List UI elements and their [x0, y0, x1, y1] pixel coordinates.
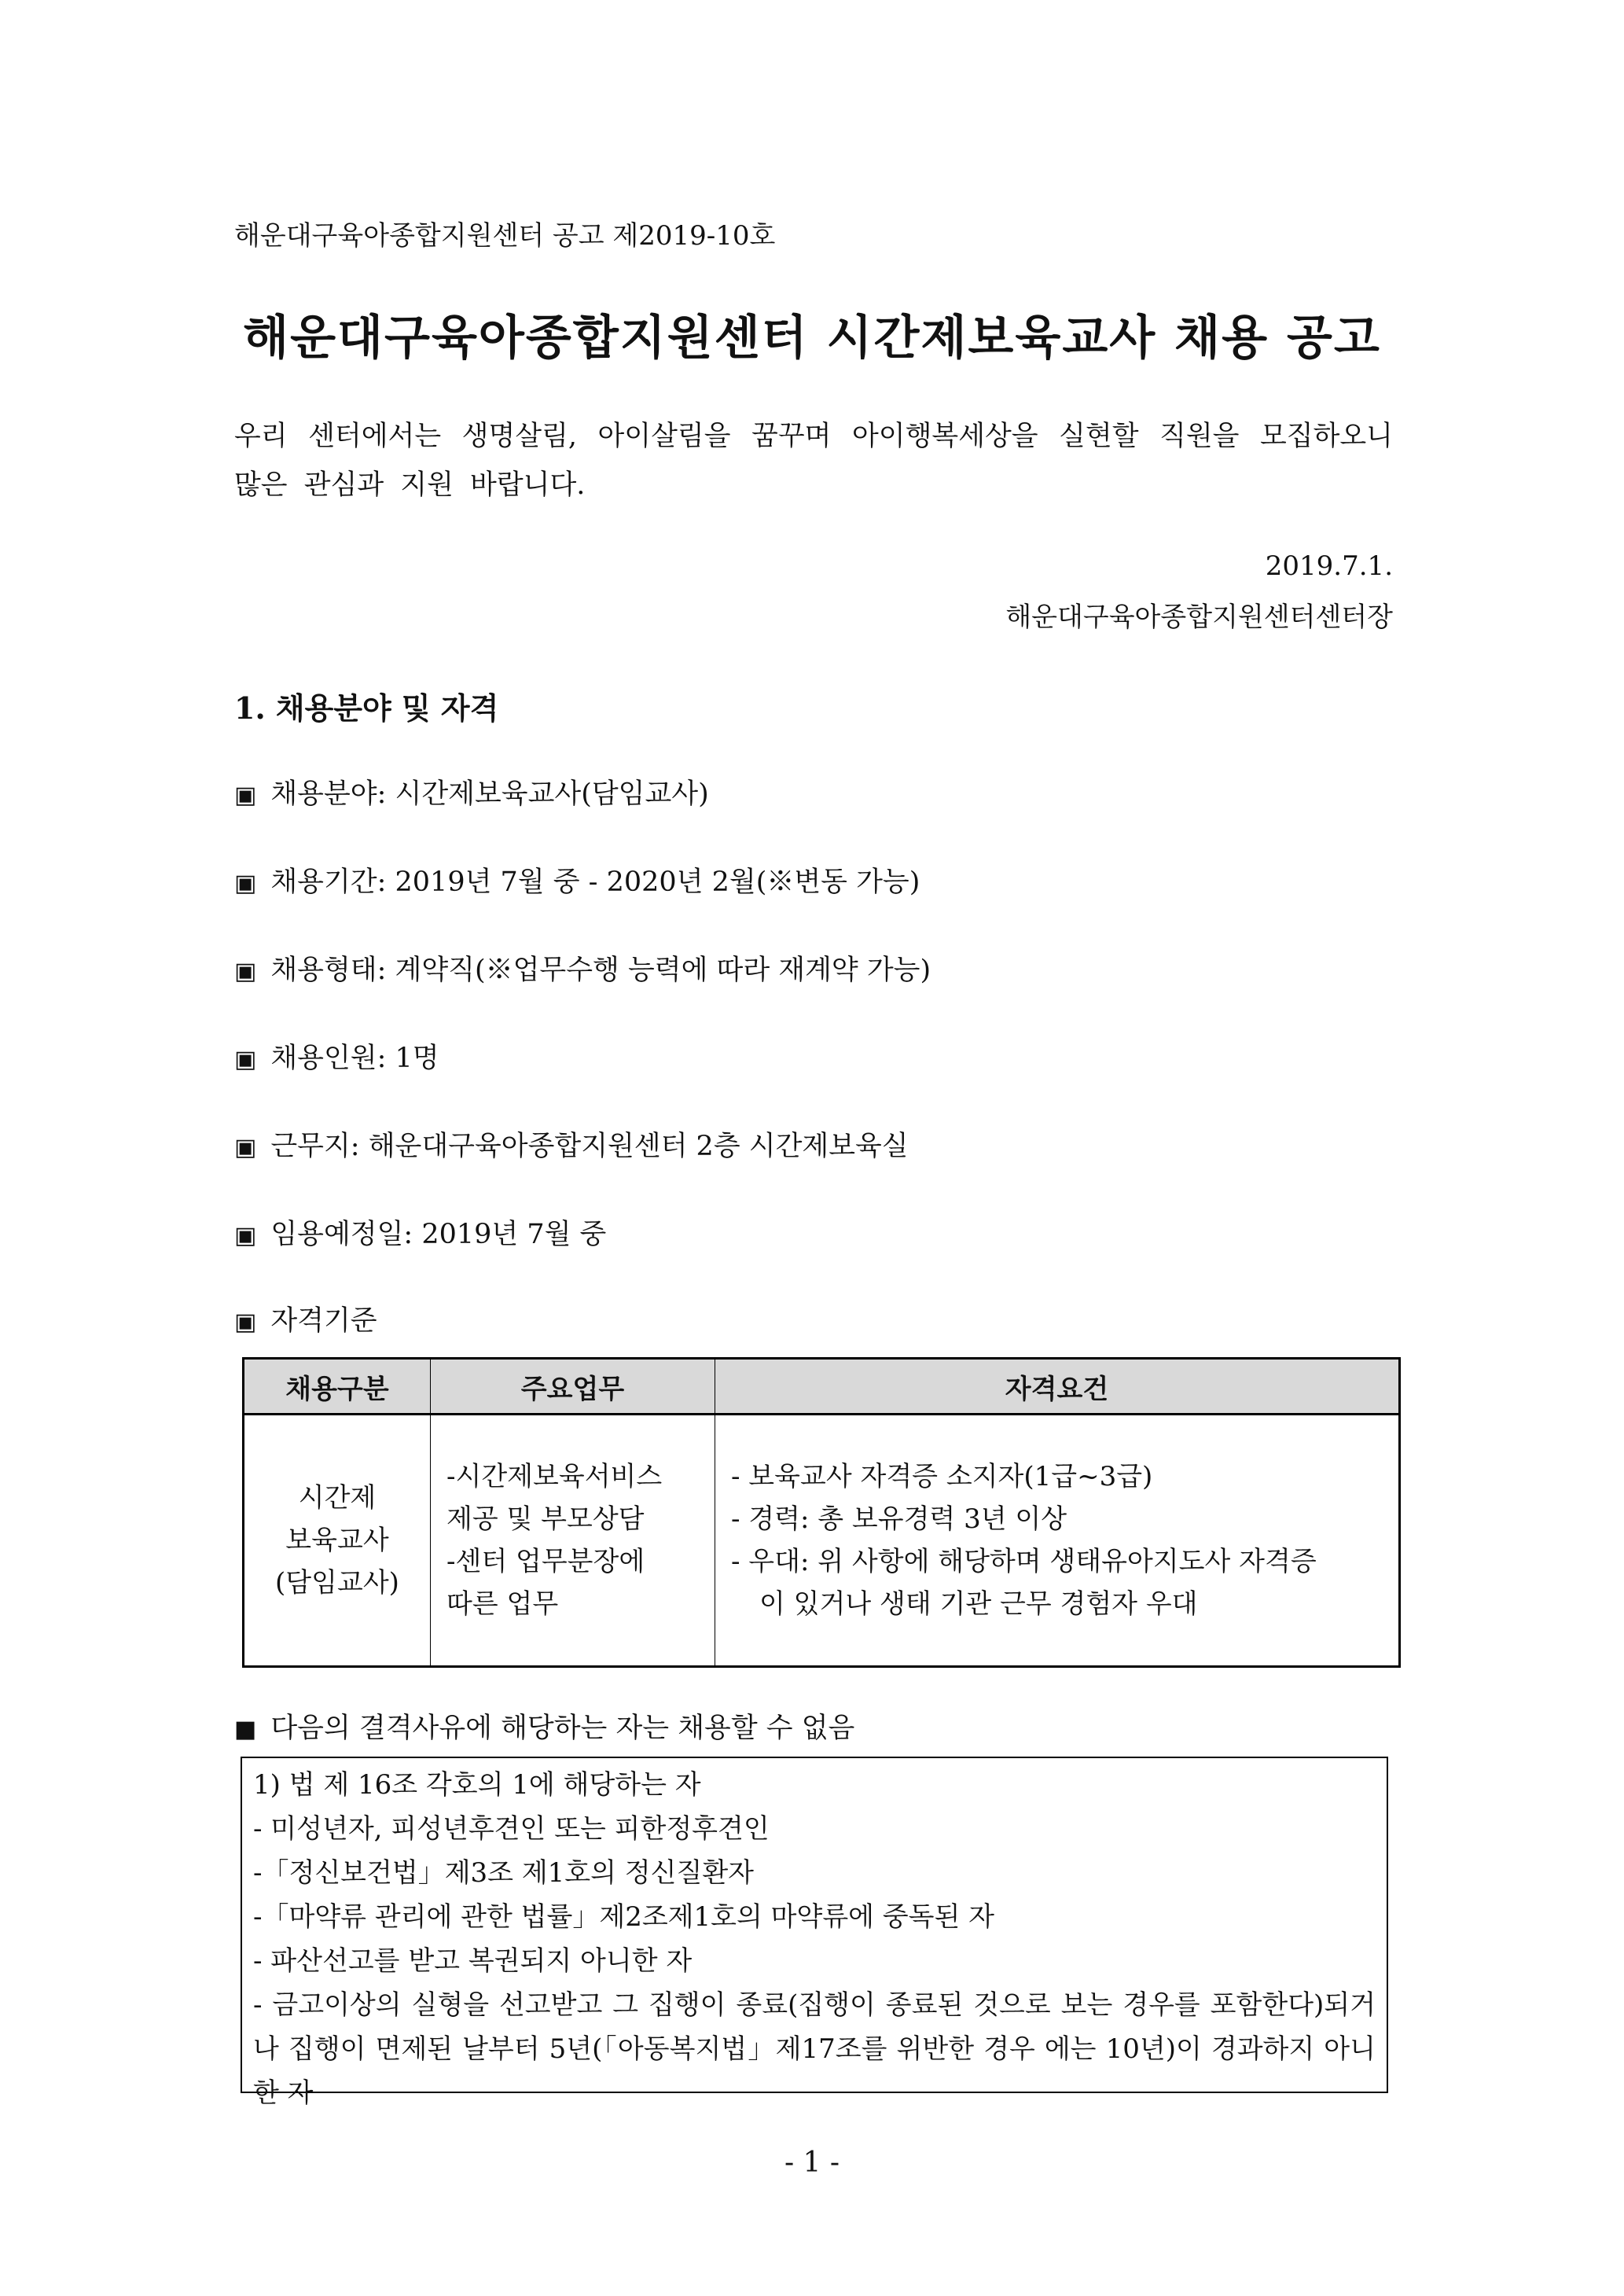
table-row [244, 1415, 1400, 1667]
category-line: (담임교사) [275, 1567, 399, 1599]
duty-line: -센터 업무분장에 [446, 1546, 645, 1577]
qualification-table [242, 1357, 1401, 1668]
requirement-line: 이 있거나 생태 기관 근무 경험자 우대 [759, 1588, 1198, 1620]
notice-number: 해운대구육아종합지원센터 공고 제2019-10호 [234, 220, 776, 252]
duty-line: -시간제보육서비스 [446, 1461, 663, 1492]
bullet-marker-icon: ▣ [234, 1046, 257, 1073]
list-item-criteria [234, 1299, 377, 1338]
table-header-category: 채용구분 [244, 1359, 431, 1415]
list-item-text: 채용기간: 2019년 7월 중 - 2020년 2월(※변동 가능) [270, 867, 920, 898]
bullet-marker-icon: ▣ [234, 1134, 257, 1161]
requirement-line: - 경력: 총 보유경력 3년 이상 [731, 1503, 1067, 1535]
table-header-requirements: 자격요건 [715, 1359, 1400, 1415]
list-item-text: 자격기준 [270, 1305, 377, 1337]
section-title: 1. 채용분야 및 자격 [234, 690, 499, 726]
list-item-text: 근무지: 해운대구육아종합지원센터 2층 시간제보육실 [270, 1131, 909, 1162]
disqualification-box [241, 1757, 1388, 2109]
disqualification-last-item: - 금고이상의 실형을 선고받고 그 집행이 종료(집행이 종료된 것으로 보는 경우를 포함한다)되거나 집행이 면제된 날부터 5년(「아동복지법」제17조를 위반한 경우 에는 10년)이 경과하지 아니한 자 [253, 1989, 1376, 2109]
list-item-type [234, 948, 931, 988]
list-item-start-date [234, 1212, 606, 1252]
list-item-text: 채용분야: 시간제보육교사(담임교사) [270, 778, 709, 810]
page-number: - 1 - [784, 2147, 840, 2179]
bullet-marker-icon: ▣ [234, 1308, 257, 1336]
disqualification-line: - 파산선고를 받고 복권되지 아니한 자 [253, 1945, 693, 1977]
signer: 해운대구육아종합지원센터센터장 [1005, 602, 1393, 633]
disqualification-heading-text: 다음의 결격사유에 해당하는 자는 채용할 수 없음 [270, 1713, 855, 1744]
disqualification-heading [234, 1706, 854, 1746]
table-cell-category [244, 1415, 431, 1667]
duty-line: 따른 업무 [446, 1588, 559, 1620]
bullet-marker-icon: ▣ [234, 1222, 257, 1249]
table-cell-duties [431, 1415, 715, 1667]
bullet-marker-icon: ▣ [234, 958, 257, 985]
list-item-text: 임용예정일: 2019년 7월 중 [270, 1219, 607, 1250]
disqualification-line: -「정신보건법」제3조 제1호의 정신질환자 [253, 1857, 755, 1889]
duty-line: 제공 및 부모상담 [446, 1503, 645, 1535]
requirement-line: - 보육교사 자격증 소지자(1급~3급) [731, 1461, 1153, 1492]
table-header-row [244, 1359, 1400, 1415]
disqualification-line: -「마약류 관리에 관한 법률」제2조제1호의 마약류에 중독된 자 [253, 1901, 995, 1933]
bullet-marker-icon: ▣ [234, 782, 257, 809]
notice-date: 2019.7.1. [1265, 550, 1393, 582]
page-title: 해운대구육아종합지원센터 시간제보육교사 채용 공고 [243, 311, 1381, 366]
list-item-field [234, 772, 709, 811]
list-item-text: 채용형태: 계약직(※업무수행 능력에 따라 재계약 가능) [270, 955, 931, 986]
list-item-period [234, 860, 920, 900]
disqualification-line: - 미성년자, 피성년후견인 또는 피한정후견인 [253, 1813, 770, 1845]
list-item-location [234, 1124, 909, 1164]
list-item-text: 채용인원: 1명 [270, 1043, 439, 1074]
category-line: 시간제 [298, 1482, 377, 1514]
table-cell-requirements [715, 1415, 1400, 1667]
intro-paragraph: 우리 센터에서는 생명살림, 아이살림을 꿈꾸며 아이행복세상을 실현할 직원을 모집하오니 많은 관심과 지원 바랍니다. [234, 421, 1393, 501]
requirement-line: - 우대: 위 사항에 해당하며 생태유아지도사 자격증 [731, 1546, 1317, 1577]
bullet-marker-icon: ▣ [234, 870, 257, 897]
category-line: 보육교사 [285, 1525, 389, 1556]
square-bullet-icon: ■ [234, 1716, 257, 1743]
list-item-headcount [234, 1036, 439, 1076]
table-header-duties: 주요업무 [431, 1359, 715, 1415]
disqualification-line: 1) 법 제 16조 각호의 1에 해당하는 자 [253, 1769, 701, 1801]
